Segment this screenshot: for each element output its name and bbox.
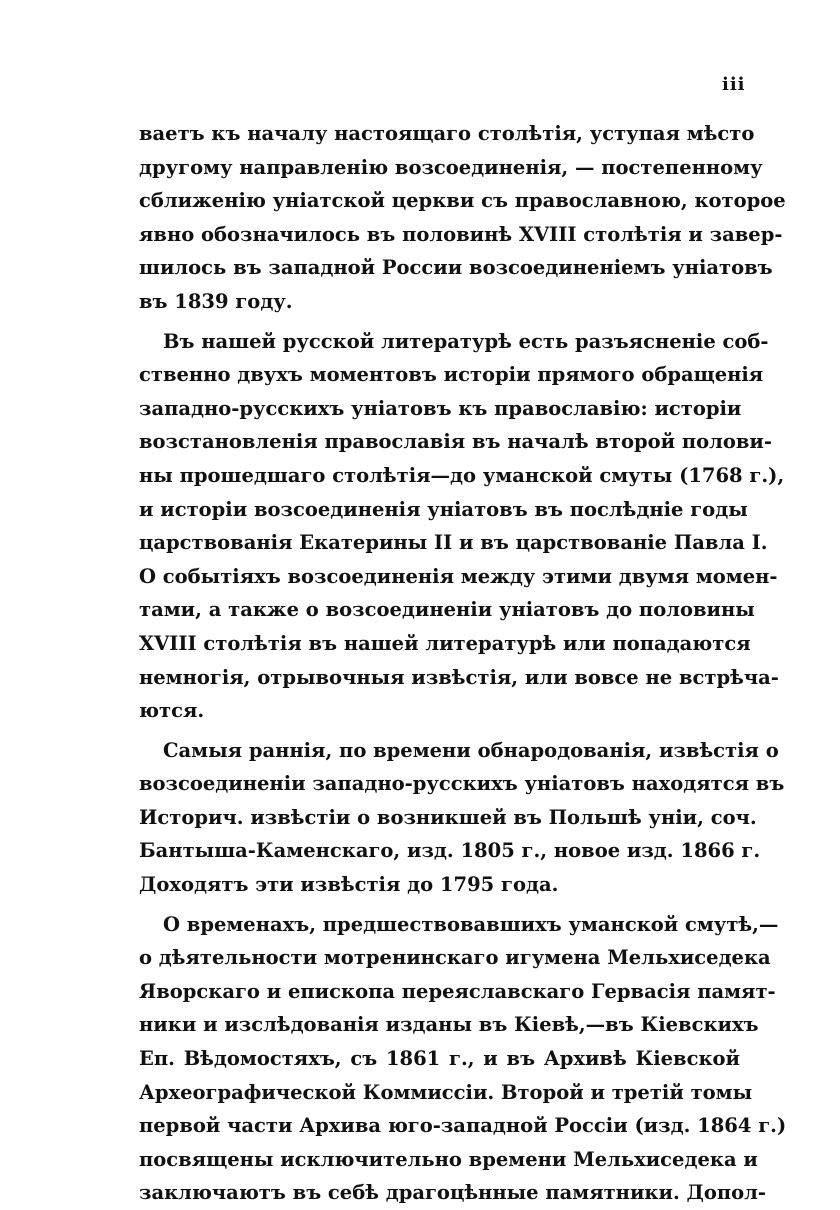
text-line: Самыя раннія, по времени обнародованія, извѣстія о [163, 738, 779, 762]
text-line: шилось въ западной России возсоединеніемъ уніатовъ [139, 256, 773, 280]
text-line: западно-русскихъ уніатовъ къ православію: исторіи [139, 396, 742, 420]
paragraph-4 [139, 908, 787, 1210]
text-line: Доходятъ эти извѣстія до 1795 года. [139, 873, 559, 897]
text-line: заключаютъ въ себѣ драгоцѣнные памятники. Допол- [139, 1181, 767, 1205]
text-line: О временахъ, предшествовавшихъ уманской смутѣ,— [163, 912, 779, 936]
text-line: ются. [139, 699, 205, 723]
paragraph-2 [139, 325, 785, 728]
text-line: Еп. Вѣдомостяхъ, съ 1861 г., и въ Архивѣ Кіевской [139, 1047, 740, 1071]
text-line: Бантыша-Каменскаго, изд. 1805 г., новое изд. 1866 г. [139, 839, 761, 863]
body-text [139, 117, 787, 1210]
text-line: возсоединеніи западно-русскихъ уніатовъ находятся въ [139, 772, 785, 796]
text-line: Историч. извѣстіи о возникшей въ Польшѣ уніи, соч. [139, 805, 757, 829]
text-line: другому направленію возсоединенія, — постепенному [139, 155, 763, 179]
text-line: Яворскаго и епископа переяславскаго Гервасія памят- [139, 979, 776, 1003]
text-line: Археографической Коммиссіи. Второй и третій томы [139, 1080, 753, 1104]
text-line: XVIII столѣтія въ нашей литературѣ или попадаются [139, 631, 751, 655]
text-line: царствованія Екатерины II и въ царствованіе Павла I. [139, 531, 768, 555]
paragraph-3 [139, 734, 785, 902]
text-line: О событіяхъ возсоединенія между этими двумя момен- [139, 564, 778, 588]
text-line: тами, а также о возсоединеніи уніатовъ до половины [139, 598, 755, 622]
text-line: въ 1839 году. [139, 289, 293, 313]
text-line: ваетъ къ началу настоящаго столѣтія, уступая мѣсто [139, 122, 755, 145]
text-line: и исторіи возсоединенія уніатовъ въ послѣдніе годы [139, 497, 748, 521]
page-number: iii [722, 74, 746, 95]
text-line: посвящены исключительно времени Мельхиседека и [139, 1147, 758, 1171]
text-line: ны прошедшаго столѣтія—до уманской смуты (1768 г.), [139, 463, 785, 487]
text-line: о дѣятельности мотренинскаго игумена Мельхиседека [139, 946, 771, 970]
text-line: явно обозначилось въ половинѣ XVIII столѣтія и завер- [139, 222, 783, 246]
text-line: ники и изслѣдованія изданы въ Кіевѣ,—въ Кіевскихъ [139, 1013, 759, 1037]
text-line: немногія, отрывочныя извѣстія, или вовсе не встрѣча- [139, 665, 779, 689]
text-line: Въ нашей русской литературѣ есть разъясненіе соб- [163, 329, 769, 353]
text-line: возстановленія православія въ началѣ второй полови- [139, 430, 772, 454]
text-line: ственно двухъ моментовъ исторіи прямого обращенія [139, 363, 764, 387]
text-line: сближенію уніатской церкви съ православною, которое [139, 189, 786, 213]
paragraph-1 [139, 117, 786, 319]
text-line: первой части Архива юго-западной Россіи (изд. 1864 г.) [139, 1114, 787, 1138]
